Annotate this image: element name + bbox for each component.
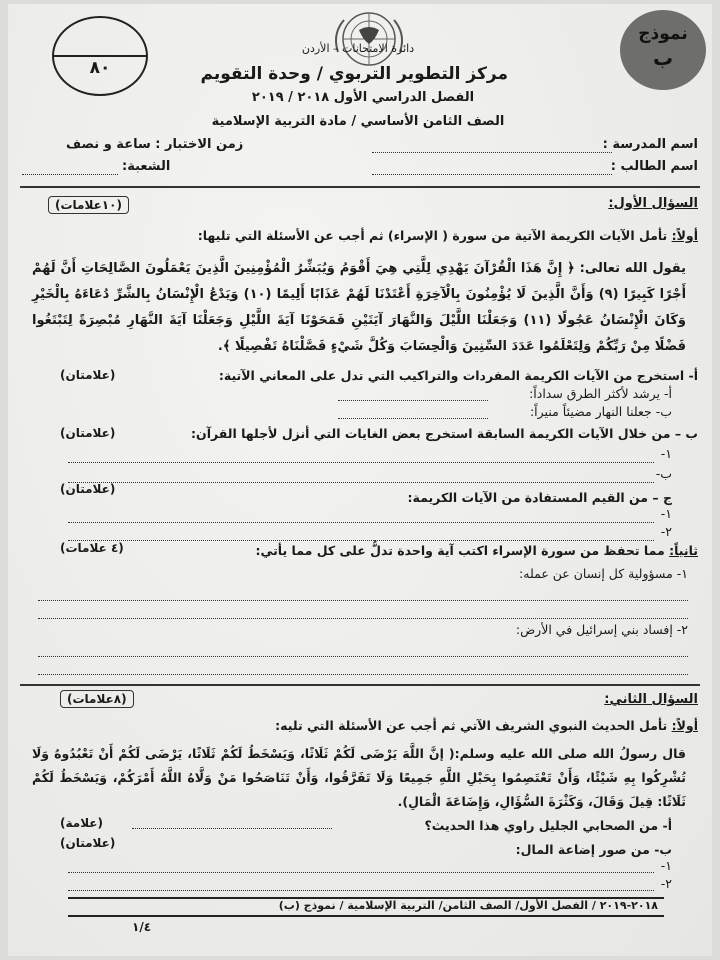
q1-b-marks: (علامتان): [60, 426, 116, 440]
q1-a1-answer[interactable]: [338, 400, 488, 401]
q1-first-heading: أولاً:: [671, 228, 698, 243]
footer-bar: [68, 897, 664, 917]
q2-b-marks: (علامتان): [60, 836, 116, 850]
grade-subject: الصف الثامن الأساسي / مادة التربية الإسلامية: [211, 114, 505, 129]
q2-b2-label: ٢-: [660, 876, 672, 891]
q1-s2-label: ٢- إفساد بني إسرائيل في الأرض:: [515, 622, 688, 637]
exam-page: [8, 4, 712, 956]
q1-a1-label: أ- يرشد لأكثر الطرق سداداً:: [529, 386, 672, 401]
q1-marks: (١٠علامات): [48, 196, 129, 214]
q2-title: السؤال الثاني:: [604, 692, 698, 707]
q1-b-text: ب – من خلال الآيات الكريمة السابقة استخرج بعض الغايات التي أنزل لأجلها القرآن:: [191, 426, 698, 441]
q2-b1-answer[interactable]: [68, 872, 654, 873]
q2-first-heading: أولاً:: [671, 718, 698, 733]
q1-s2-answer-1[interactable]: [38, 656, 688, 657]
school-label: اسم المدرسة :: [602, 137, 698, 152]
score-value: ٨٠: [89, 58, 111, 78]
page-number: ١/٤: [132, 920, 152, 934]
quran-verse: يقول الله تعالى: ﴿ إِنَّ هَذَا الْقُرْآنَ يَهْدِي لِلَّتِي هِيَ أَقْوَمُ وَيُبَشِّرُ الْمُؤْمِنِينَ الَّذِينَ يَعْمَلُونَ الصَّالِحَاتِ أَنَّ لَهُمْ أَجْرًا كَبِيرًا (٩) وَأَنَّ الَّذِينَ لَا يُؤْمِنُونَ بِالْآخِرَةِ أَعْتَدْنَا لَهُمْ عَذَابًا أَلِيمًا (١٠) وَيَدْعُ الْإِنْسَانُ بِالشَّرِّ دُعَاءَهُ بِالْخَيْرِ وَكَانَ الْإِنْسَانُ عَجُولًا (١١) وَجَعَلْنَا اللَّيْلَ وَالنَّهَارَ آيَتَيْنِ فَمَحَوْنَا آيَةَ اللَّيْلِ وَجَعَلْنَا آيَةَ النَّهَارِ مُبْصِرَةً لِتَبْتَغُوا فَضْلًا مِنْ رَبِّكُمْ وَلِتَعْلَمُوا عَدَدَ السِّنِينَ وَالْحِسَابَ وَكُلَّ شَيْءٍ فَصَّلْنَاهُ تَفْصِيلًا ﴾.: [32, 261, 687, 354]
q2-b-text: ب- من صور إضاعة المال:: [515, 842, 672, 857]
hadith-text: قال رسولُ الله صلى الله عليه وسلم:( إنَّ اللَّهَ يَرْضَى لَكُمْ ثَلَاثًا، وَيَسْخَطُ لَكُمْ ثَلَاثًا، يَرْضَى لَكُمْ أَنْ تَعْبُدُوهُ وَلَا تُشْرِكُوا بِهِ شَيْئًا، وَأَنْ تَعْتَصِمُوا بِحَبْلِ اللَّهِ جَمِيعًا وَلَا تَفَرَّقُوا، وَأَنْ تَنَاصَحُوا مَنْ وَلَّاهُ اللَّهُ أَمْرَكُمْ، وَيَسْخَطُ لَكُمْ ثَلَاثًا: قِيلَ وَقَالَ، وَكَثْرَةَ السُّؤَالِ، وَإِضَاعَةَ الْمَالِ).: [32, 746, 686, 809]
ministry-name: دائرة الامتحانات – الأردن: [301, 42, 415, 55]
q1-second-marks: (٤ علامات): [60, 541, 124, 555]
q1-s1-answer-2[interactable]: [38, 618, 688, 619]
q1-c1-answer[interactable]: [68, 522, 654, 523]
q1-b1-label: ١-: [660, 446, 672, 461]
q1-a-marks: (علامتان): [60, 368, 116, 382]
q1-s1-label: ١- مسؤولية كل إنسان عن عمله:: [519, 566, 688, 581]
q1-title: السؤال الأول:: [608, 196, 698, 211]
model-label: نموذج: [638, 24, 688, 44]
q2-b2-answer[interactable]: [68, 890, 654, 891]
q1-b2-label: ب-: [655, 466, 672, 481]
score-circle: [52, 16, 148, 96]
q1-second-heading: ثانياً:: [669, 543, 698, 558]
center-name: مركز التطوير التربوي / وحدة التقويم: [200, 64, 508, 84]
semester: الفصل الدراسي الأول ٢٠١٨ / ٢٠١٩: [251, 90, 475, 105]
un-emblem-icon: [326, 8, 412, 70]
q1-s1-answer-1[interactable]: [38, 600, 688, 601]
q1-a2-answer[interactable]: [338, 418, 488, 419]
model-letter: ب: [652, 46, 674, 70]
exam-time: زمن الاختبار : ساعة و نصف: [66, 137, 244, 152]
q1-c-marks: (علامتان): [60, 482, 116, 496]
q1-c-text: ج – من القيم المستفادة من الآيات الكريمة:: [407, 490, 672, 505]
q1-second-text: مما تحفظ من سورة الإسراء اكتب آية واحدة تدلُّ على كل مما يأتي:: [255, 543, 665, 558]
q1-a-text: أ- استخرج من الآيات الكريمة المفردات والتراكيب التي تدل على المعاني الآتية:: [218, 368, 698, 383]
model-badge: [620, 10, 706, 90]
q2-a-answer[interactable]: [132, 828, 332, 829]
section-label: الشعبة:: [122, 159, 171, 174]
q1-first-text: تأمل الآيات الكريمة الآتية من سورة ( الإسراء) ثم أجب عن الأسئلة التي تليها:: [197, 228, 668, 243]
q1-c2-label: ٢-: [660, 524, 672, 539]
footer-text: ٢٠١٨-٢٠١٩ / الفصل الأول/ الصف الثامن/ التربية الإسلامية / نموذج (ب): [278, 899, 658, 912]
q2-b1-label: ١-: [660, 858, 672, 873]
student-field[interactable]: [372, 174, 612, 175]
q2-a-marks: (علامة): [60, 816, 103, 830]
q1-b2-answer[interactable]: [68, 482, 654, 483]
q1-a2-label: ب- جعلنا النهار مضيئاً منيراً:: [529, 404, 672, 419]
school-field[interactable]: [372, 152, 612, 153]
q2-first-text: تأمل الحديث النبوي الشريف الآتي ثم أجب عن الأسئلة التي تليه:: [275, 718, 668, 733]
q1-c1-label: ١-: [660, 506, 672, 521]
section-field[interactable]: [22, 174, 118, 175]
q1-b1-answer[interactable]: [68, 462, 654, 463]
q1-s2-answer-2[interactable]: [38, 674, 688, 675]
q2-a-text: أ- من الصحابي الجليل راوي هذا الحديث؟: [424, 818, 672, 833]
q1-second-instruction: [255, 539, 698, 563]
q1-first-instruction: [198, 224, 698, 248]
student-label: اسم الطالب :: [610, 159, 698, 174]
q2-marks: (٨علامات): [60, 690, 134, 708]
q2-first-instruction: [275, 714, 698, 738]
